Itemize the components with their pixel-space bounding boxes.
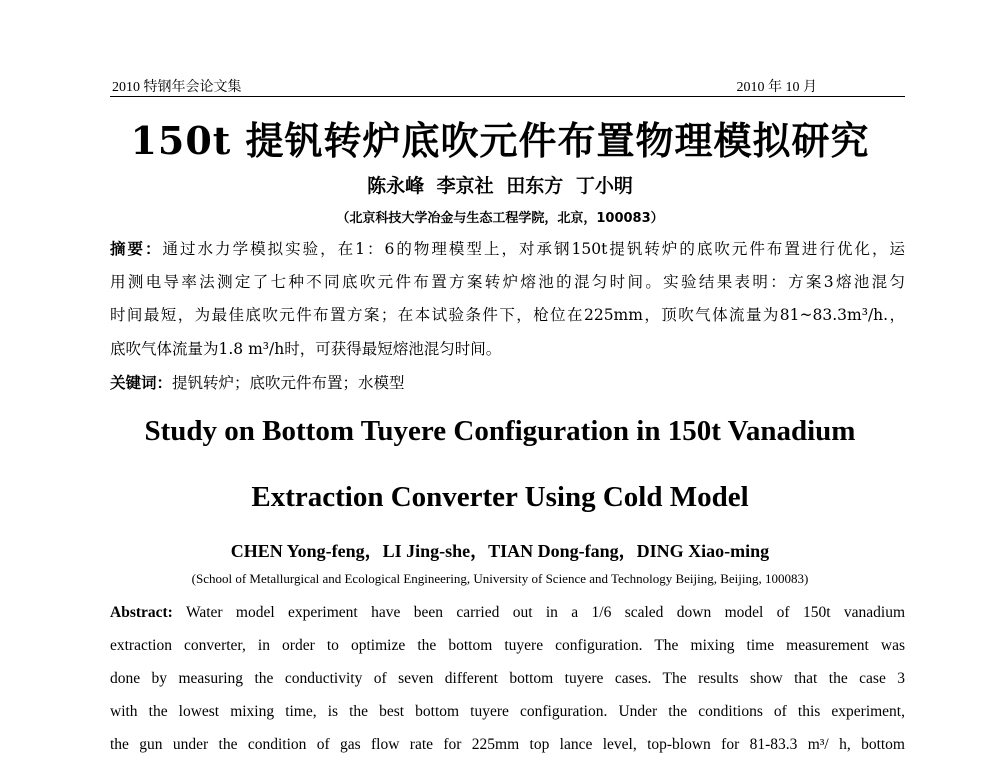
chinese-abstract-line — [110, 237, 905, 259]
running-header — [110, 72, 905, 97]
chinese-abstract-line: 用测电导率法测定了七种不同底吹元件布置方案转炉熔池的混匀时间。实验结果表明：方案3熔池混匀 — [110, 273, 905, 291]
chinese-abstract-label: 摘要： — [110, 239, 163, 258]
english-abstract-label: Abstract: — [110, 604, 173, 621]
chinese-keywords — [110, 371, 905, 393]
english-abstract-line: extraction converter, in order to optimize the bottom tuyere configuration. The mixing time measurement was — [110, 637, 905, 654]
chinese-abstract-text: 通过水力学模拟实验，在1：6的物理模型上，对承钢150t提钒转炉的底吹元件布置进行优化，运 — [162, 240, 905, 258]
english-title-line: Extraction Converter Using Cold Model — [251, 481, 749, 513]
english-abstract-line: done by measuring the conductivity of seven different bottom tuyere cases. The results show that the case 3 — [110, 670, 905, 687]
english-abstract-text: Water model experiment have been carried out in a 1/6 scaled down model of 150t vanadium — [185, 604, 905, 621]
english-abstract-line — [110, 604, 905, 622]
header-date: 2010 年 10 月 — [736, 80, 817, 95]
english-abstract-line: with the lowest mixing time, is the best bottom tuyere configuration. Under the conditions of this experiment, — [110, 703, 905, 720]
chinese-affiliation: （北京科技大学冶金与生态工程学院，北京，100083） — [336, 211, 664, 226]
chinese-abstract-line: 时间最短，为最佳底吹元件布置方案；在本试验条件下，枪位在225mm，顶吹气体流量为81~83.3m³/h.， — [110, 306, 905, 324]
english-title-line: Study on Bottom Tuyere Configuration in 150t Vanadium — [144, 415, 856, 447]
english-authors: CHEN Yong-feng，LI Jing-she，TIAN Dong-fang，DING Xiao-ming — [230, 541, 770, 561]
chinese-abstract-line: 底吹气体流量为1.8 m³/h时，可获得最短熔池混匀时间。 — [110, 340, 502, 358]
english-abstract-line: the gun under the condition of gas flow rate for 225mm top lance level, top-blown for 81-83.3 m³/ h, bottom — [110, 736, 905, 753]
chinese-keywords-text: 提钒转炉；底吹元件布置；水模型 — [172, 374, 405, 392]
chinese-keywords-label: 关键词： — [110, 373, 173, 392]
header-proceedings: 2010 特钢年会论文集 — [112, 80, 242, 95]
chinese-title: 150t 提钒转炉底吹元件布置物理模拟研究 — [130, 118, 870, 163]
english-affiliation: (School of Metallurgical and Ecological Engineering, University of Science and Technology Beijing, Beijing, 100083) — [191, 571, 809, 586]
chinese-authors: 陈永峰 李京社 田东方 丁小明 — [367, 175, 633, 197]
